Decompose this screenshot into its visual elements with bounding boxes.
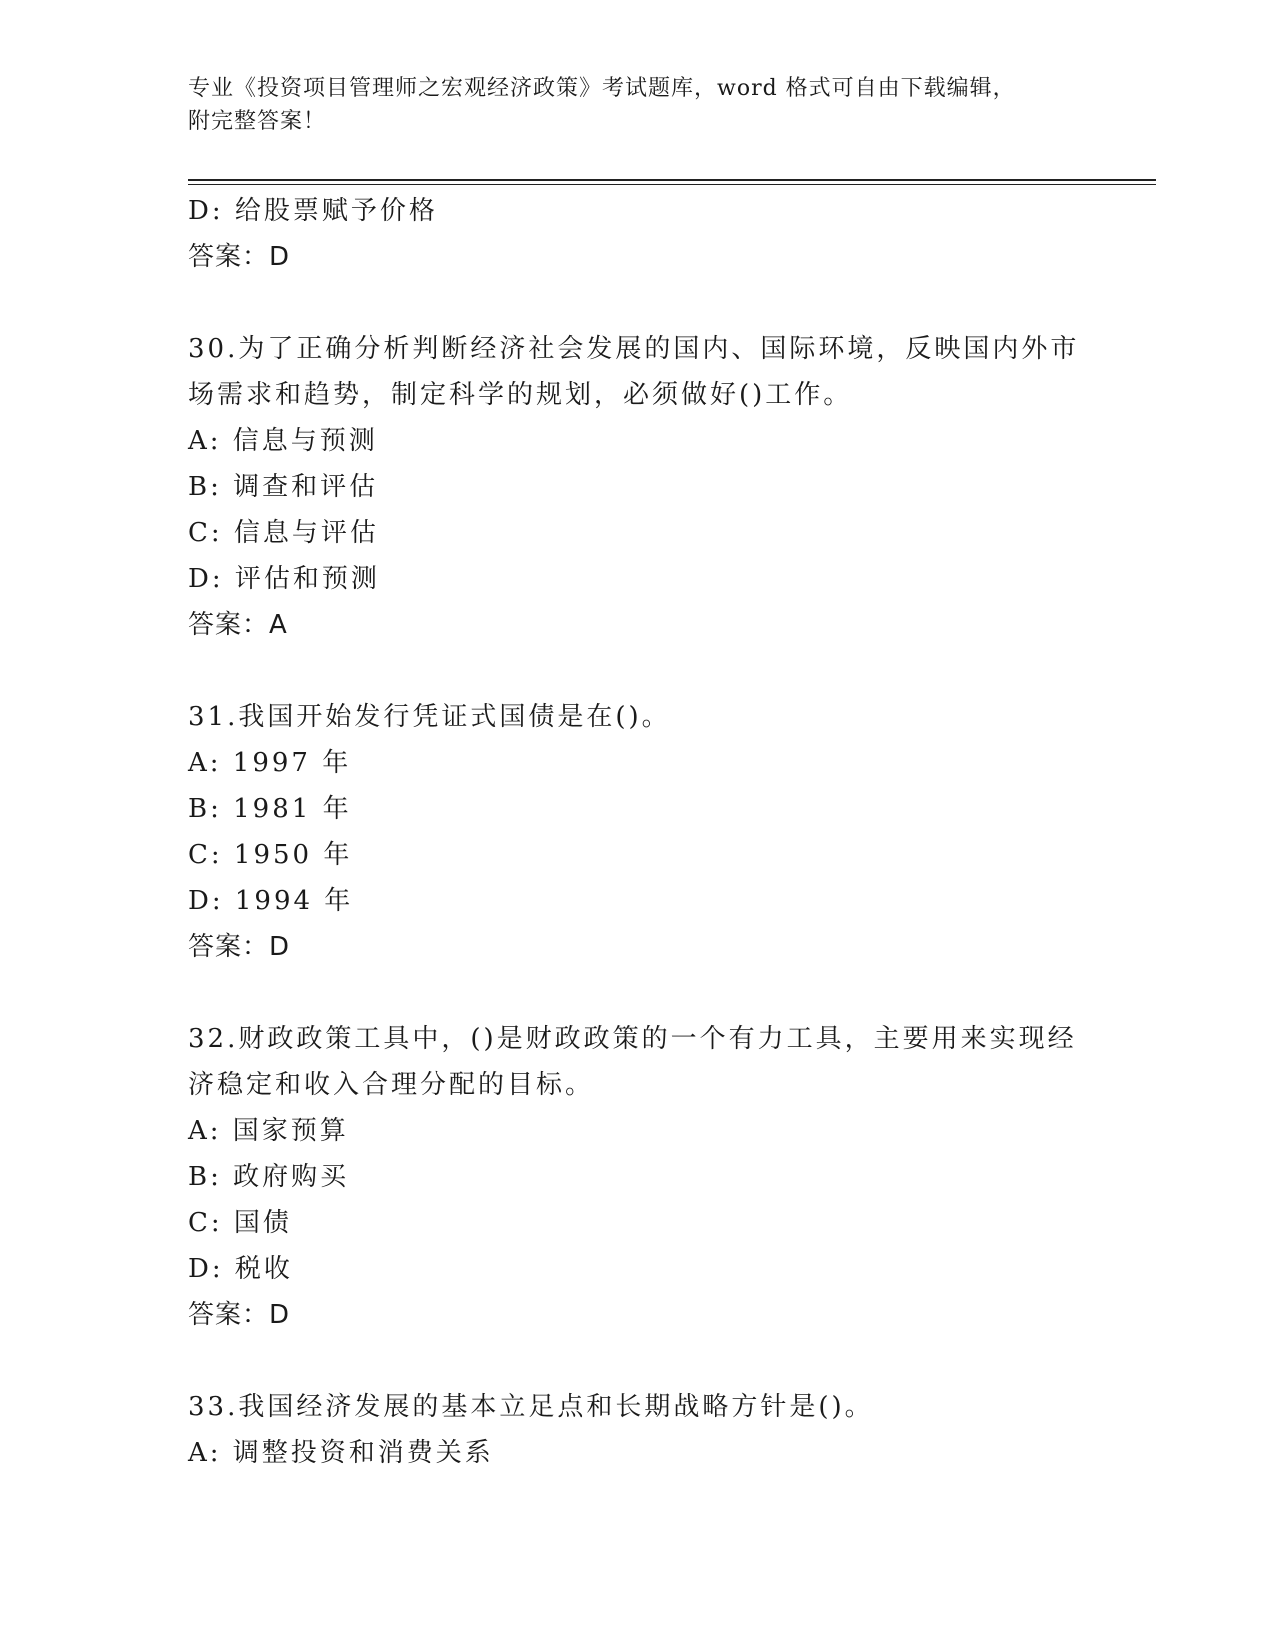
header-line-1: 专业《投资项目管理师之宏观经济政策》考试题库，word 格式可自由下载编辑， xyxy=(188,76,1016,101)
header-line-2: 附完整答案！ xyxy=(188,109,327,134)
question-33 xyxy=(188,1384,1088,1476)
option-b: B: 1981 年 xyxy=(188,794,352,824)
carryover-answer: 答案：D xyxy=(188,242,291,272)
question-text: 32.财政政策工具中，()是财政政策的一个有力工具，主要用来实现经 xyxy=(188,1024,1077,1054)
spacer xyxy=(188,648,1088,694)
answer: 答案：D xyxy=(188,1300,291,1330)
spacer xyxy=(188,1338,1088,1384)
spacer xyxy=(188,280,1088,326)
option-a: A: 调整投资和消费关系 xyxy=(188,1438,494,1468)
option-a: A: 1997 年 xyxy=(188,748,352,778)
question-32 xyxy=(188,1016,1088,1338)
question-text-continued: 济稳定和收入合理分配的目标。 xyxy=(188,1070,595,1100)
carryover-option-d: D: 给股票赋予价格 xyxy=(188,196,438,226)
option-a: A: 国家预算 xyxy=(188,1116,349,1146)
question-text: 33.我国经济发展的基本立足点和长期战略方针是()。 xyxy=(188,1392,874,1422)
header-rule-thin xyxy=(188,184,1156,185)
option-c: C: 信息与评估 xyxy=(188,518,379,548)
option-b: B: 调查和评估 xyxy=(188,472,379,502)
option-a: A: 信息与预测 xyxy=(188,426,378,456)
option-c: C: 国债 xyxy=(188,1208,292,1238)
question-text: 31.我国开始发行凭证式国债是在()。 xyxy=(188,702,671,732)
spacer xyxy=(188,970,1088,1016)
option-d: D: 1994 年 xyxy=(188,886,354,916)
question-text: 30.为了正确分析判断经济社会发展的国内、国际环境，反映国内外市 xyxy=(188,334,1080,364)
question-text-continued: 场需求和趋势，制定科学的规划，必须做好()工作。 xyxy=(188,380,853,410)
document-header xyxy=(188,72,1168,138)
question-list xyxy=(188,188,1088,1476)
option-d: D: 评估和预测 xyxy=(188,564,380,594)
option-c: C: 1950 年 xyxy=(188,840,353,870)
question-31 xyxy=(188,694,1088,970)
header-rule-thick xyxy=(188,179,1156,181)
question-30 xyxy=(188,326,1088,648)
answer: 答案：D xyxy=(188,932,291,962)
option-d: D: 税收 xyxy=(188,1254,293,1284)
option-b: B: 政府购买 xyxy=(188,1162,350,1192)
answer: 答案：A xyxy=(188,610,288,640)
